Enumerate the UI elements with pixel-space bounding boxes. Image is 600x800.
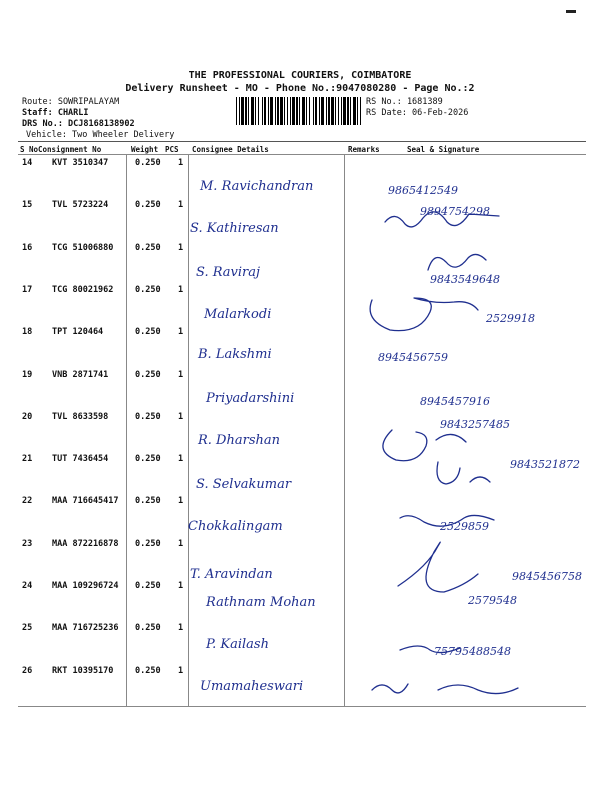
col-remarks-header: Remarks: [348, 145, 380, 154]
handwritten-phone-number: 9843549648: [430, 273, 500, 286]
pcs-cell: 1: [178, 158, 184, 168]
sno-cell: 22: [22, 496, 33, 507]
pcs-cell: 1: [178, 369, 184, 380]
drs-number: DRS No.: DCJ8168138902: [22, 119, 135, 129]
handwritten-consignee-name: Rathnam Mohan: [206, 595, 316, 610]
weight-cell: 0.250: [135, 327, 161, 338]
sno-cell: 26: [22, 665, 33, 676]
pcs-cell: 1: [178, 200, 184, 211]
signature-scribble: [398, 542, 478, 592]
handwritten-phone-number: 75795488548: [434, 645, 511, 658]
pcs-cell: 1: [178, 538, 184, 549]
signature-scribble: [372, 684, 518, 694]
pcs-cell: 1: [178, 623, 184, 634]
weight-cell: 0.250: [135, 411, 161, 422]
signature-scribble: [370, 298, 478, 331]
consignment-cell: TVL 8633598: [52, 411, 109, 422]
handwritten-consignee-name: B. Lakshmi: [198, 347, 272, 362]
sno-cell: 21: [22, 454, 33, 465]
rs-date: RS Date: 06-Feb-2026: [366, 108, 469, 118]
col-consignee-header: Consignee Details: [192, 145, 269, 154]
handwritten-consignee-name: S. Kathiresan: [190, 221, 279, 236]
sno-cell: 23: [22, 538, 33, 549]
pcs-cell: 1: [178, 242, 184, 253]
handwritten-phone-number: 9845456758: [512, 570, 582, 583]
consignment-cell: MAA 109296724: [52, 581, 119, 591]
handwritten-consignee-name: M. Ravichandran: [200, 179, 314, 194]
handwritten-consignee-name: P. Kailash: [206, 637, 269, 652]
consignment-cell: TCG 51006880: [52, 242, 114, 253]
sno-cell: 18: [22, 327, 33, 338]
runsheet-subtitle: Delivery Runsheet - MO - Phone No.:9047080280 - Page No.:2: [125, 83, 475, 94]
weight-cell: 0.250: [135, 454, 161, 465]
col-weight-header: Weight: [131, 145, 159, 154]
handwritten-consignee-name: S. Raviraj: [196, 265, 261, 280]
handwritten-phone-number: 9843521872: [510, 458, 580, 471]
pcs-cell: 1: [178, 496, 184, 507]
pcs-cell: 1: [178, 411, 184, 422]
sno-cell: 25: [22, 623, 33, 634]
pcs-cell: 1: [178, 454, 184, 465]
pcs-cell: 1: [178, 284, 184, 295]
handwritten-consignee-name: Umamaheswari: [200, 679, 304, 694]
signature-scribble: [383, 430, 466, 461]
weight-cell: 0.250: [135, 242, 161, 253]
weight-cell: 0.250: [135, 623, 161, 634]
handwritten-consignee-name: T. Aravindan: [190, 567, 273, 582]
consignment-cell: TVL 5723224: [52, 200, 109, 211]
handwritten-phone-number: 9843257485: [440, 418, 510, 431]
sno-cell: 20: [22, 411, 33, 422]
rs-number: RS No.: 1681389: [366, 97, 443, 107]
col-sno-header: S No: [20, 145, 39, 154]
signature-scribble: [428, 254, 486, 270]
sno-cell: 17: [22, 284, 33, 295]
sno-cell: 24: [22, 581, 33, 591]
weight-cell: 0.250: [135, 200, 161, 211]
weight-cell: 0.250: [135, 158, 161, 168]
sno-cell: 16: [22, 242, 33, 253]
consignment-cell: MAA 716645417: [52, 496, 119, 507]
handwritten-phone-number: 2529918: [486, 312, 535, 325]
consignment-cell: RKT 10395170: [52, 665, 114, 676]
weight-cell: 0.250: [135, 496, 161, 507]
pcs-cell: 1: [178, 665, 184, 676]
sno-cell: 15: [22, 200, 33, 211]
pcs-cell: 1: [178, 327, 184, 338]
col-pcs-header: PCS: [165, 145, 179, 154]
company-title: THE PROFESSIONAL COURIERS, COIMBATORE: [188, 70, 412, 81]
weight-cell: 0.250: [135, 538, 161, 549]
consignment-cell: VNB 2871741: [52, 369, 109, 380]
staff-label: Staff: CHARLI: [22, 108, 89, 118]
consignment-cell: MAA 872216878: [52, 538, 119, 549]
sno-cell: 19: [22, 369, 33, 380]
handwritten-consignee-name: Chokkalingam: [188, 519, 283, 534]
col-seal-header: Seal & Signature: [407, 145, 480, 154]
handwritten-phone-number: 2529859: [440, 520, 489, 533]
weight-cell: 0.250: [135, 284, 161, 295]
consignment-cell: MAA 716725236: [52, 623, 119, 634]
consignment-cell: TUT 7436454: [52, 454, 109, 465]
consignment-cell: TCG 80021962: [52, 284, 114, 295]
weight-cell: 0.250: [135, 581, 161, 591]
signature-scribble: [437, 462, 490, 484]
col-consignment-header: Consignment No: [38, 145, 102, 154]
route-label: Route: SOWRIPALAYAM: [22, 97, 120, 107]
handwritten-phone-number: 8945457916: [420, 395, 490, 408]
vehicle-label: Vehicle: Two Wheeler Delivery: [26, 130, 175, 140]
sno-cell: 14: [22, 158, 33, 168]
handwritten-phone-number: 8945456759: [378, 351, 448, 364]
consignment-cell: TPT 120464: [52, 327, 104, 338]
handwritten-phone-number: 9894754298: [420, 205, 490, 218]
pcs-cell: 1: [178, 581, 184, 591]
consignment-cell: KVT 3510347: [52, 158, 109, 168]
weight-cell: 0.250: [135, 665, 161, 676]
handwritten-consignee-name: Malarkodi: [204, 307, 272, 322]
handwritten-phone-number: 9865412549: [388, 184, 458, 197]
weight-cell: 0.250: [135, 369, 161, 380]
handwritten-phone-number: 2579548: [468, 594, 517, 607]
handwritten-consignee-name: R. Dharshan: [198, 433, 280, 448]
handwritten-consignee-name: Priyadarshini: [206, 391, 295, 406]
handwritten-consignee-name: S. Selvakumar: [196, 477, 292, 492]
